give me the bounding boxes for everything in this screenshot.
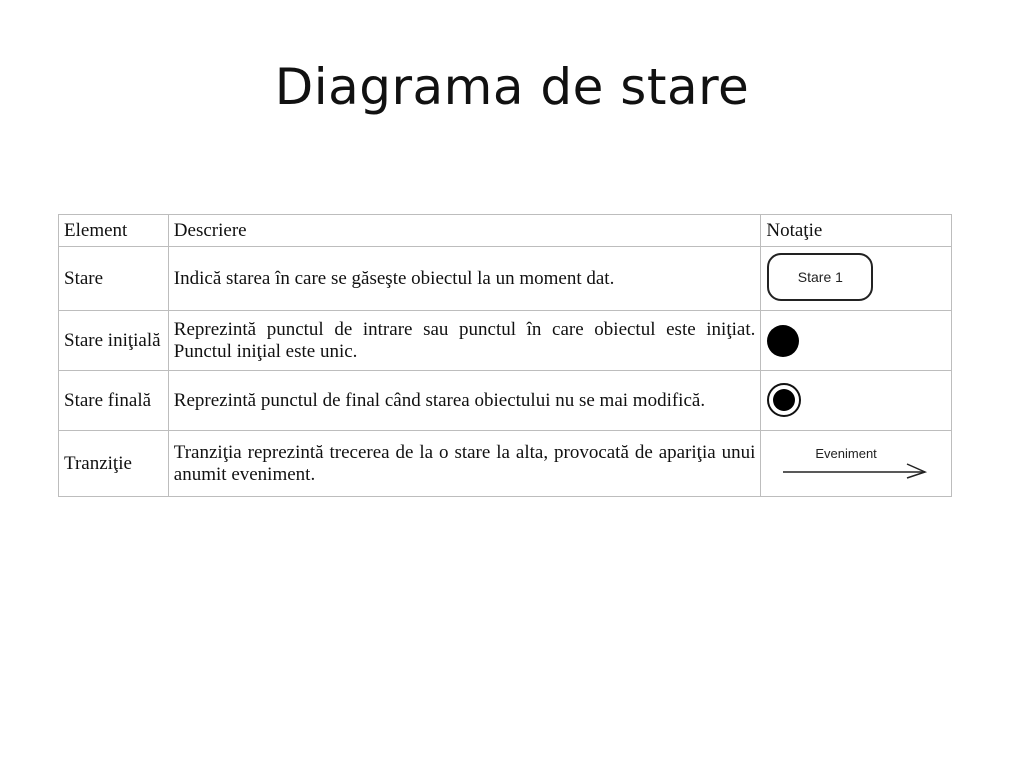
- notation-table: [58, 214, 952, 497]
- row-element-cell: Tranziţie: [59, 431, 169, 497]
- row-description-cell: Indică starea în care se găseşte obiectul la un moment dat.: [168, 247, 761, 311]
- state-box-label: Stare 1: [797, 269, 843, 285]
- row-notation-cell: [761, 311, 952, 371]
- table-row: [59, 311, 952, 371]
- row-description-cell: Reprezintă punctul de intrare sau punctul în care obiectul este iniţiat. Punctul iniţial este unic.: [168, 311, 761, 371]
- initial-state-icon: [767, 325, 799, 357]
- slide-title: Diagrama de stare: [274, 58, 750, 116]
- event-label: Eveniment: [815, 446, 877, 461]
- row-description-cell: Tranziţia reprezintă trecerea de la o stare la alta, provocată de apariţia unui anumit eveniment.: [168, 431, 761, 497]
- row-notation-cell: [761, 247, 952, 311]
- table-header-row: [59, 215, 952, 247]
- row-element-cell: Stare finală: [59, 371, 169, 431]
- row-notation-cell: [761, 431, 952, 497]
- state-box-icon: [767, 253, 873, 301]
- header-notation: Notaţie: [761, 215, 952, 247]
- transition-arrow-icon: [783, 463, 929, 479]
- row-notation-cell: [761, 371, 952, 431]
- table-row: [59, 431, 952, 497]
- header-element: Element: [59, 215, 169, 247]
- row-element-cell: Stare: [59, 247, 169, 311]
- header-description: Descriere: [168, 215, 761, 247]
- table-row: [59, 247, 952, 311]
- row-description-cell: Reprezintă punctul de final când starea obiectului nu se mai modifică.: [168, 371, 761, 431]
- table-row: [59, 371, 952, 431]
- row-element-cell: Stare iniţială: [59, 311, 169, 371]
- final-state-icon: [767, 383, 801, 417]
